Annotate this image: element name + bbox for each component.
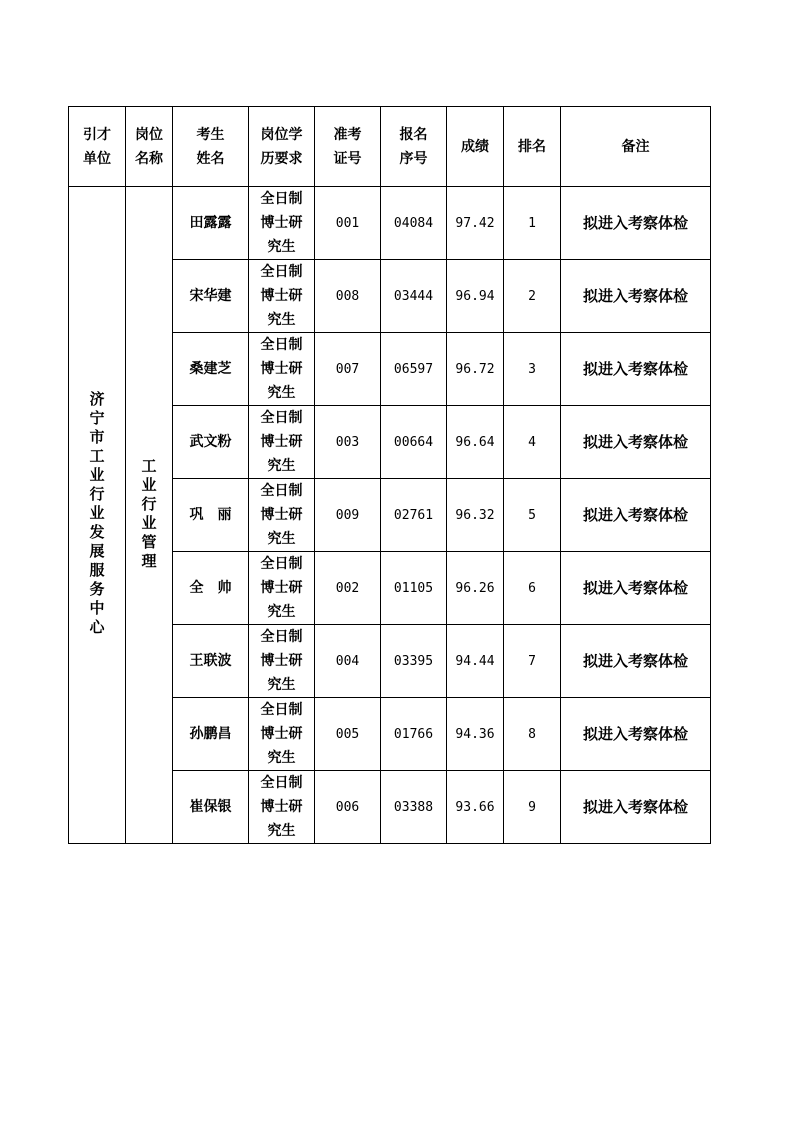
header-row [69,107,711,187]
candidate-name-text: 巩 丽 [189,507,232,523]
remark-text: 拟进入考察体检 [582,724,688,743]
unit-name: 济宁市工业行业发展服务中心 [89,390,105,636]
reg-no-cell [381,260,447,333]
education-cell [249,260,315,333]
remark-cell [561,333,711,406]
remark-cell [561,479,711,552]
header-candidate-name: 考生姓名 [173,107,249,187]
reg-no-cell [381,698,447,771]
candidate-name-cell [173,698,249,771]
remark-text: 拟进入考察体检 [582,359,688,378]
exam-no-text: 004 [335,653,360,669]
exam-no-text: 009 [335,507,360,523]
exam-no-cell [315,625,381,698]
remark-text: 拟进入考察体检 [582,286,688,305]
reg-no-text: 04084 [393,215,434,231]
rank-cell [504,406,561,479]
candidate-name-cell [173,479,249,552]
reg-no-text: 03395 [393,653,434,669]
candidate-name-cell [173,260,249,333]
header-score: 成绩 [447,107,504,187]
rank-text: 3 [528,361,536,377]
score-cell [447,552,504,625]
reg-no-text: 03388 [393,799,434,815]
candidate-name-cell [173,625,249,698]
rank-cell [504,333,561,406]
rank-text: 2 [528,288,536,304]
table-body [69,107,711,844]
remark-cell [561,406,711,479]
education-text: 全日制博士研究生 [260,483,303,547]
remark-text: 拟进入考察体检 [582,432,688,451]
score-text: 96.72 [455,361,495,377]
education-text: 全日制博士研究生 [260,775,303,839]
exam-no-text: 002 [335,580,360,596]
candidate-name-cell [173,333,249,406]
education-cell [249,625,315,698]
unit-name-cell [69,187,126,844]
score-text: 96.26 [455,580,495,596]
education-text: 全日制博士研究生 [260,191,303,255]
exam-no-cell [315,552,381,625]
rank-text: 6 [528,580,536,596]
score-cell [447,333,504,406]
candidate-name-text: 武文粉 [189,434,232,450]
score-cell [447,771,504,844]
post-title: 工业行业管理 [141,456,157,570]
remark-text: 拟进入考察体检 [582,505,688,524]
candidate-name-text: 孙鹏昌 [189,726,232,742]
score-text: 94.44 [455,653,495,669]
score-text: 96.32 [455,507,495,523]
education-cell [249,771,315,844]
exam-no-cell [315,187,381,260]
score-cell [447,625,504,698]
header-education-req: 岗位学历要求 [249,107,315,187]
reg-no-cell [381,479,447,552]
education-cell [249,698,315,771]
candidate-name-text: 崔保银 [189,799,232,815]
candidate-name-text: 宋华建 [189,288,232,304]
remark-text: 拟进入考察体检 [582,651,688,670]
reg-no-text: 02761 [393,507,434,523]
reg-no-text: 01105 [393,580,434,596]
candidate-name-text: 田露露 [189,215,232,231]
exam-no-cell [315,333,381,406]
education-cell [249,333,315,406]
exam-no-text: 007 [335,361,360,377]
header-rank: 排名 [504,107,561,187]
reg-no-text: 06597 [393,361,434,377]
post-title-cell [126,187,173,844]
candidate-name-cell [173,187,249,260]
education-text: 全日制博士研究生 [260,337,303,401]
candidate-name-text: 桑建芝 [189,361,232,377]
education-text: 全日制博士研究生 [260,702,303,766]
exam-no-cell [315,479,381,552]
score-cell [447,479,504,552]
remark-cell [561,625,711,698]
exam-no-text: 003 [335,434,360,450]
education-cell [249,187,315,260]
candidate-name-text: 王联波 [189,653,232,669]
score-text: 97.42 [455,215,495,231]
exam-no-text: 006 [335,799,360,815]
exam-no-text: 001 [335,215,360,231]
reg-no-cell [381,187,447,260]
table-row [69,187,711,260]
education-cell [249,406,315,479]
education-text: 全日制博士研究生 [260,556,303,620]
remark-text: 拟进入考察体检 [582,797,688,816]
score-text: 96.64 [455,434,495,450]
score-text: 96.94 [455,288,495,304]
rank-cell [504,625,561,698]
exam-no-cell [315,260,381,333]
candidate-name-cell [173,552,249,625]
candidate-name-text: 全 帅 [189,580,232,596]
score-text: 93.66 [455,799,495,815]
reg-no-cell [381,625,447,698]
rank-cell [504,479,561,552]
rank-text: 8 [528,726,536,742]
exam-no-cell [315,406,381,479]
reg-no-text: 00664 [393,434,434,450]
exam-no-cell [315,698,381,771]
rank-text: 7 [528,653,536,669]
header-exam-no: 准考证号 [315,107,381,187]
remark-cell [561,187,711,260]
remark-text: 拟进入考察体检 [582,213,688,232]
header-remark: 备注 [561,107,711,187]
reg-no-cell [381,552,447,625]
education-text: 全日制博士研究生 [260,629,303,693]
rank-cell [504,552,561,625]
education-cell [249,479,315,552]
reg-no-cell [381,333,447,406]
score-cell [447,260,504,333]
remark-cell [561,260,711,333]
rank-text: 5 [528,507,536,523]
remark-cell [561,698,711,771]
rank-text: 4 [528,434,536,450]
remark-text: 拟进入考察体检 [582,578,688,597]
rank-cell [504,187,561,260]
remark-cell [561,771,711,844]
score-cell [447,187,504,260]
reg-no-cell [381,771,447,844]
education-cell [249,552,315,625]
exam-no-cell [315,771,381,844]
score-cell [447,698,504,771]
score-text: 94.36 [455,726,495,742]
rank-cell [504,771,561,844]
rank-cell [504,260,561,333]
exam-no-text: 008 [335,288,360,304]
exam-no-text: 005 [335,726,360,742]
education-text: 全日制博士研究生 [260,410,303,474]
rank-text: 9 [528,799,536,815]
candidate-name-cell [173,406,249,479]
candidate-name-cell [173,771,249,844]
remark-cell [561,552,711,625]
reg-no-text: 03444 [393,288,434,304]
rank-text: 1 [528,215,536,231]
reg-no-text: 01766 [393,726,434,742]
results-table [68,106,711,844]
header-post-name: 岗位名称 [126,107,173,187]
rank-cell [504,698,561,771]
header-reg-no: 报名序号 [381,107,447,187]
education-text: 全日制博士研究生 [260,264,303,328]
header-unit: 引才单位 [69,107,126,187]
score-cell [447,406,504,479]
reg-no-cell [381,406,447,479]
